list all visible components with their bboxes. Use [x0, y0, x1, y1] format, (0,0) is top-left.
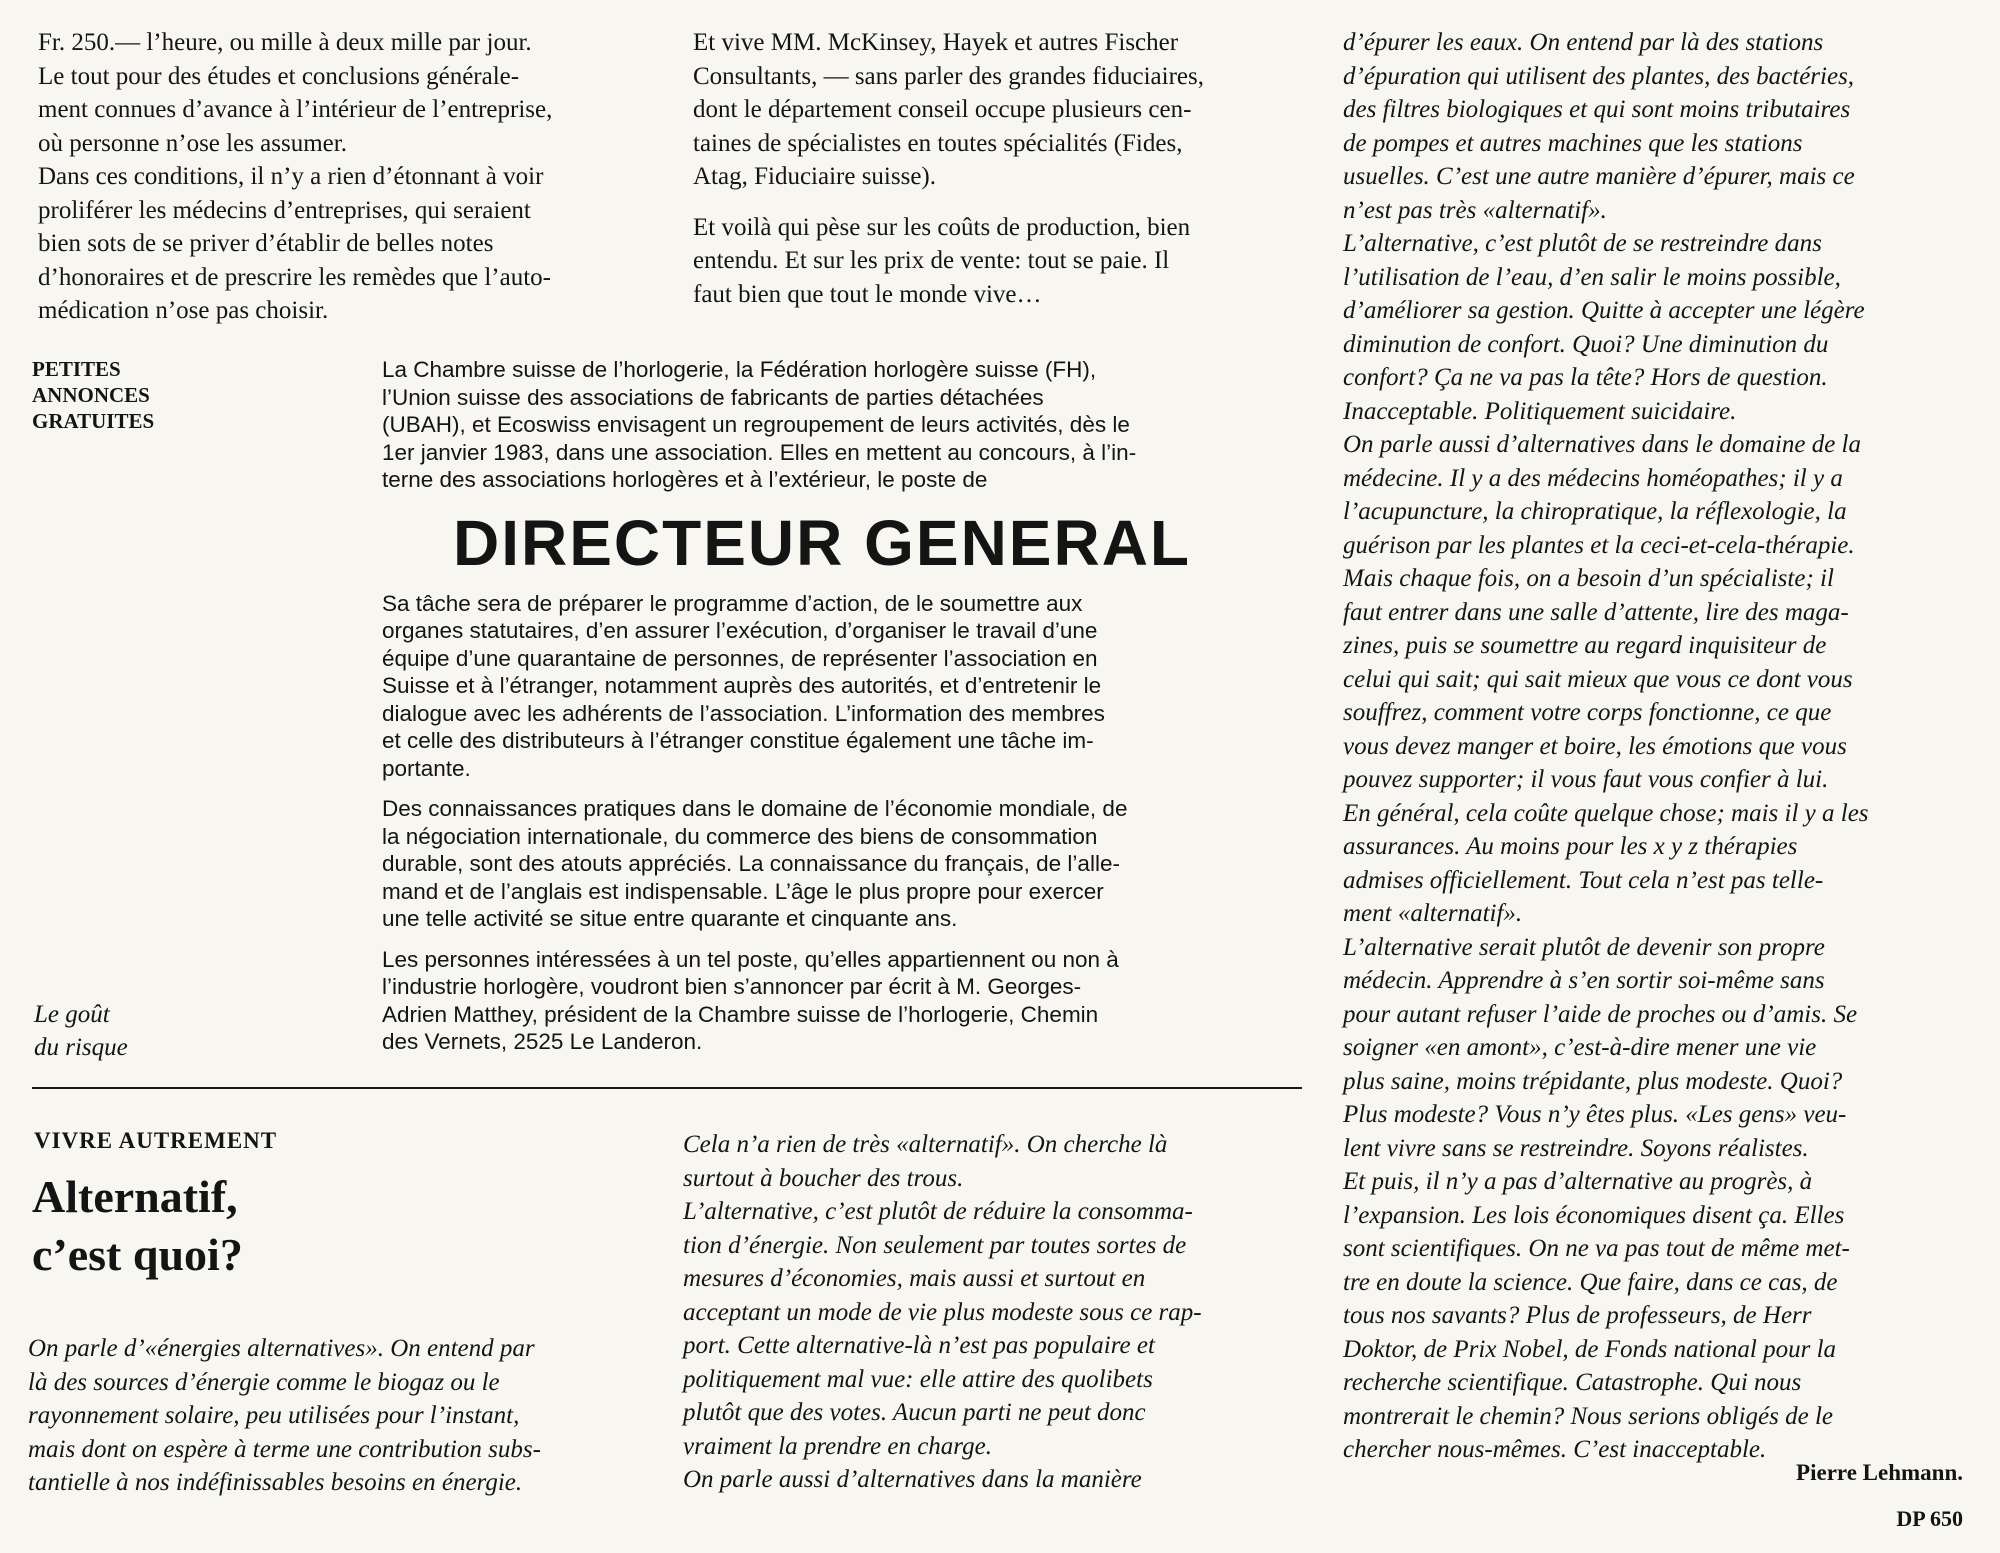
top-article-column-2: [693, 26, 1323, 311]
section-divider: [32, 1087, 1302, 1089]
author-signature: Pierre Lehmann.: [1796, 1460, 1963, 1485]
top-col1-paragraph-1: Fr. 250.— l’heure, ou mille à deux mille par jour. Le tout pour des études et conclusions générale- ment connues d’avance à l’intérieur de l’entreprise, où personne n’ose les assumer.: [38, 29, 553, 157]
top-article-column-1: [38, 26, 658, 328]
ad-side-label: PETITES ANNONCES GRATUITES: [32, 357, 155, 433]
bottom-article-column-1: On parle d’«énergies alternatives». On entend par là des sources d’énergie comme le biogaz ou le rayonnement solaire, peu utilisées pour l’instant, mais dont on espère à terme une contribution subs- tantielle à nos indéfinissables besoins en énergie.: [28, 1335, 541, 1496]
ad-paragraph-requirements: Des connaissances pratiques dans le domaine de l’économie mondiale, de la négociation internationale, du commerce des biens de consommation durable, sont des atouts appréciés. La connaissance du français, de l’alle- mand et de l’anglais est indispensable. L’âge le plus propre pour exercer une telle activité se situe entre quarante et cinquante ans.: [382, 796, 1128, 931]
bottom-article-column-2: Cela n’a rien de très «alternatif». On cherche là surtout à boucher des trous. L’alternative, c’est plutôt de réduire la consomma- tion d’énergie. Non seulement par toutes sortes de mesures d’économies, mais aussi et surtout en acceptant un mode de vie plus modeste sous ce rap- port. Cette alternative-là n’est pas populaire et politiquement mal vue: elle attire des quolibets plutôt que des votes. Aucun parti ne peut donc vraiment la prendre en charge. On parle aussi d’alternatives dans la manière: [683, 1131, 1202, 1493]
ad-paragraph-duties: Sa tâche sera de préparer le programme d’action, de le soumettre aux organes statutaires, d’en assurer l’exécution, d’organiser le travail d’une équipe d’une quarantaine de personnes, de représenter l’association en Suisse et à l’étranger, notamment auprès des autorités, et d’entretenir le dialogue avec les adhérents de l’association. L’information des membres et celle des distributeurs à l’étranger constitue également une tâche im- portante.: [382, 590, 1105, 781]
right-column-text: d’épurer les eaux. On entend par là des stations d’épuration qui utilisent des plantes, des bactéries, des filtres biologiques et qui sont moins tributaires de pompes et autres machines que les stations usuelles. C’est une autre manière d’épurer, mais ce n’est pas très «alternatif». L’alternative, c’est plutôt de se restreindre dans l’utilisation de l’eau, d’en salir le moins possible, d’améliorer sa gestion. Quitte à accepter une légère diminution de confort. Quoi? Une diminution du confort? Ça ne va pas la tête? Hors de question. Inacceptable. Politiquement suicidaire. On parle aussi d’alternatives dans le domaine de la médecine. Il y a des médecins homéopathes; il y a l’acupuncture, la chiropratique, la réflexologie, la guérison par les plantes et la ceci-et-cela-thérapie. Mais chaque fois, on a besoin d’un spécialiste; il faut entrer dans une salle d’attente, lire des maga- zines, puis se soumettre au regard inquisiteur de celui qui sait; qui sait mieux que vous ce dont vous souffrez, comment votre corps fonctionne, ce que vous devez manger et boire, les émotions que vous pouvez supporter; il vous faut vous confier à lui. En général, cela coûte quelque chose; mais il y a les assurances. Au moins pour les x y z thérapies admises officiellement. Tout cela n’est pas telle- ment «alternatif». L’alternative serait plutôt de devenir son propre médecin. Apprendre à s’en sortir soi-même sans pour autant refuser l’aide de proches ou d’amis. Se soigner «en amont», c’est-à-dire mener une vie plus saine, moins trépidante, plus modeste. Quoi? Plus modeste? Vous n’y êtes plus. «Les gens» veu- lent vivre sans se restreindre. Soyons réalistes. Et puis, il n’y a pas d’alternative au progrès, à l’expansion. Les lois économiques disent ça. Elles sont scientifiques. On ne va pas tout de même met- tre en doute la science. Que faire, dans ce cas, de tous nos savants? Plus de professeurs, de Herr Doktor, de Prix Nobel, de Fonds national pour la recherche scientifique. Catastrophe. Qui nous montrerait le chemin? Nous serions obligés de le chercher nous-mêmes. C’est inacceptable.: [1343, 29, 1869, 1463]
top-col2-paragraph-1: Et vive MM. McKinsey, Hayek et autres Fischer Consultants, — sans parler des grandes fiduciaires, dont le département conseil occupe plusieurs cen- taines de spécialistes en toutes spécialités (Fides, Atag, Fiduciaire suisse).: [693, 29, 1204, 190]
page-folio: DP 650: [1896, 1506, 1963, 1531]
ad-paragraph-contact: Les personnes intéressées à un tel poste, qu’elles appartiennent ou non à l’industrie horlogère, voudront bien s’annoncer par écrit à M. Georges- Adrien Matthey, président de la Chambre suisse de l’horlogerie, Chemin des Vernets, 2525 Le Landeron.: [382, 946, 1119, 1054]
top-col2-paragraph-2: Et voilà qui pèse sur les coûts de production, bien entendu. Et sur les prix de vente: tout se paie. Il faut bien que tout le monde vive…: [693, 213, 1191, 308]
top-col1-paragraph-2: Dans ces conditions, il n’y a rien d’étonnant à voir proliférer les médecins d’entreprises, qui seraient bien sots de se priver d’établir de belles notes d’honoraires et de prescrire les remèdes que l’auto- médication n’ose pas choisir.: [38, 163, 551, 324]
margin-note: Le goût du risque: [34, 1001, 128, 1061]
ad-intro: La Chambre suisse de l’horlogerie, la Fédération horlogère suisse (FH), l’Union suisse des associations de fabricants de parties détachées (UBAH), et Ecoswiss envisagent un regroupement de leurs activités, dès le 1er janvier 1983, dans une association. Elles en mettent au concours, à l’in- terne des associations horlogères et à l’extérieur, le poste de: [382, 357, 1137, 492]
section-label: VIVRE AUTREMENT: [34, 1128, 278, 1153]
ad-heading: DIRECTEUR GENERAL: [452, 506, 1192, 579]
job-advertisement: [382, 356, 1302, 1056]
article-headline: Alternatif, c’est quoi?: [32, 1171, 243, 1280]
